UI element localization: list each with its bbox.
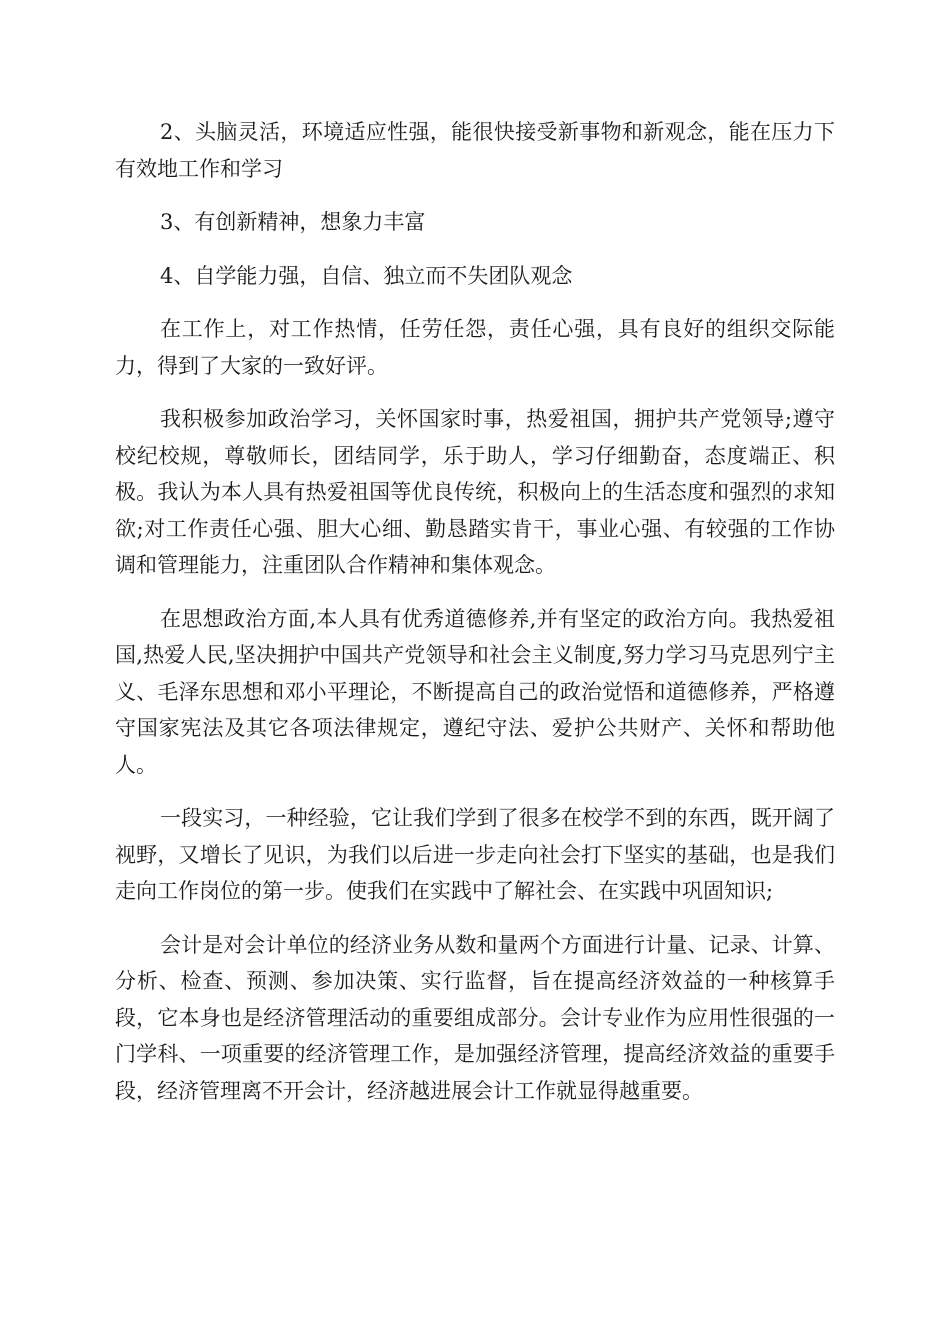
paragraph-strength-3: 3、有创新精神，想象力丰富 [160, 210, 426, 234]
paragraph-accounting: 会计是对会计单位的经济业务从数和量两个方面进行计量、记录、计算、分析、检查、预测、参加决策、实行监督，旨在提高经济效益的一种核算手段，它本身也是经济管理活动的重要组成部分。会计专业作为应用性很强的一门学科、一项重要的经济管理工作，是加强经济管理，提高经济效益的重要手段，经济管理离不开会计，经济越进展会计工作就显得越重要。 [115, 932, 835, 1103]
paragraph-strength-2: 2、头脑灵活，环境适应性强，能很快接受新事物和新观念，能在压力下有效地工作和学习 [115, 120, 835, 181]
paragraph-political-study: 我积极参加政治学习，关怀国家时事，热爱祖国，拥护共产党领导;遵守校纪校规，尊敬师长，团结同学，乐于助人，学习仔细勤奋，态度端正、积极。我认为本人具有热爱祖国等优良传统，积极向上的生活态度和强烈的求知欲;对工作责任心强、胆大心细、勤恳踏实肯干，事业心强、有较强的工作协调和管理能力，注重团队合作精神和集体观念。 [115, 407, 835, 577]
paragraph-work-attitude: 在工作上，对工作热情，任劳任怨，责任心强，具有良好的组织交际能力，得到了大家的一致好评。 [115, 317, 835, 378]
document-page [115, 114, 835, 1126]
paragraph-internship: 一段实习，一种经验，它让我们学到了很多在校学不到的东西，既开阔了视野，又增长了见识，为我们以后进一步走向社会打下坚实的基础，也是我们走向工作岗位的第一步。使我们在实践中了解社会、在实践中巩固知识; [115, 806, 835, 903]
paragraph-ideology: 在思想政治方面,本人具有优秀道德修养,并有坚定的政治方向。我热爱祖国,热爱人民,坚决拥护中国共产党领导和社会主义制度,努力学习马克思列宁主义、毛泽东思想和邓小平理论，不断提高自己的政治觉悟和道德修养，严格遵守国家宪法及其它各项法律规定，遵纪守法、爱护公共财产、关怀和帮助他人。 [115, 606, 835, 777]
paragraph-strength-4: 4、自学能力强，自信、独立而不失团队观念 [160, 263, 573, 288]
